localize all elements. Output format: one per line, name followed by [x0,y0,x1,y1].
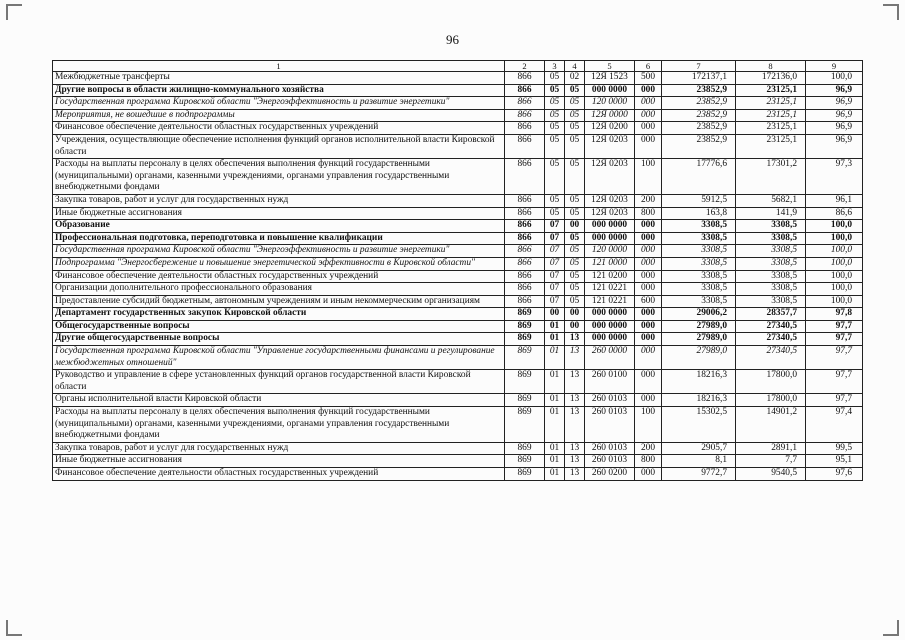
section-code-cell: 05 [545,122,565,135]
item-name-cell: Расходы на выплаты персоналу в целях обеспечения выполнения функций государственными (муниципальными) органами, казенными учреждениями, органами управления государственными внебюджетными фондами [53,159,505,195]
ministry-code-cell: 869 [505,320,545,333]
planned-amount-cell: 23852,9 [662,122,736,135]
ministry-code-cell: 866 [505,257,545,270]
table-row [53,220,863,233]
target-article-cell: 121 0221 [585,295,635,308]
ministry-code-cell: 866 [505,84,545,97]
section-code-cell: 05 [545,134,565,158]
ministry-code-cell: 869 [505,442,545,455]
ministry-code-cell: 866 [505,97,545,110]
item-name-cell: Государственная программа Кировской области "Управление государственными финансами и регулирование межбюджетных отношений" [53,346,505,370]
execution-percent-cell: 97,3 [806,159,863,195]
expense-type-cell: 500 [635,72,662,85]
planned-amount-cell: 9772,7 [662,468,736,481]
executed-amount-cell: 23125,1 [736,84,806,97]
item-name-cell: Иные бюджетные ассигнования [53,207,505,220]
subsection-code-cell: 05 [565,194,585,207]
section-code-cell: 01 [545,394,565,407]
execution-percent-cell: 96,9 [806,84,863,97]
executed-amount-cell: 5682,1 [736,194,806,207]
execution-percent-cell: 95,1 [806,455,863,468]
target-article-cell: 12Я 0203 [585,159,635,195]
executed-amount-cell: 3308,5 [736,295,806,308]
ministry-code-cell: 866 [505,270,545,283]
subsection-code-cell: 05 [565,245,585,258]
target-article-cell: 000 0000 [585,308,635,321]
subsection-code-cell: 13 [565,442,585,455]
ministry-code-cell: 866 [505,72,545,85]
header-cell: 3 [545,61,565,72]
executed-amount-cell: 28357,7 [736,308,806,321]
planned-amount-cell: 23852,9 [662,134,736,158]
ministry-code-cell: 866 [505,207,545,220]
item-name-cell: Образование [53,220,505,233]
executed-amount-cell: 23125,1 [736,109,806,122]
target-article-cell: 12Я 0203 [585,194,635,207]
table-header-row [53,61,863,72]
executed-amount-cell: 3308,5 [736,220,806,233]
section-code-cell: 01 [545,468,565,481]
item-name-cell: Органы исполнительной власти Кировской области [53,394,505,407]
expense-type-cell: 000 [635,308,662,321]
execution-percent-cell: 100,0 [806,270,863,283]
table-row [53,72,863,85]
execution-percent-cell: 99,5 [806,442,863,455]
header-cell: 6 [635,61,662,72]
ministry-code-cell: 866 [505,194,545,207]
subsection-code-cell: 13 [565,407,585,443]
expense-type-cell: 000 [635,245,662,258]
section-code-cell: 07 [545,220,565,233]
ministry-code-cell: 866 [505,220,545,233]
execution-percent-cell: 100,0 [806,283,863,296]
target-article-cell: 121 0221 [585,283,635,296]
expense-type-cell: 000 [635,134,662,158]
expense-type-cell: 000 [635,320,662,333]
expense-type-cell: 000 [635,370,662,394]
scan-corner-bottom-left [6,620,22,636]
executed-amount-cell: 3308,5 [736,270,806,283]
item-name-cell: Закупка товаров, работ и услуг для государственных нужд [53,194,505,207]
subsection-code-cell: 00 [565,308,585,321]
executed-amount-cell: 14901,2 [736,407,806,443]
expense-type-cell: 600 [635,295,662,308]
ministry-code-cell: 869 [505,468,545,481]
executed-amount-cell: 23125,1 [736,134,806,158]
subsection-code-cell: 13 [565,394,585,407]
item-name-cell: Расходы на выплаты персоналу в целях обеспечения выполнения функций государственными (муниципальными) органами, казенными учреждениями, органами управления государственными внебюджетными фондами [53,407,505,443]
header-cell: 9 [806,61,863,72]
expense-type-cell: 000 [635,84,662,97]
ministry-code-cell: 869 [505,394,545,407]
header-cell: 2 [505,61,545,72]
execution-percent-cell: 97,4 [806,407,863,443]
executed-amount-cell: 17800,0 [736,370,806,394]
planned-amount-cell: 17776,6 [662,159,736,195]
expense-type-cell: 000 [635,220,662,233]
subsection-code-cell: 00 [565,220,585,233]
planned-amount-cell: 3308,5 [662,283,736,296]
item-name-cell: Организации дополнительного профессионального образования [53,283,505,296]
expense-type-cell: 000 [635,346,662,370]
planned-amount-cell: 15302,5 [662,407,736,443]
executed-amount-cell: 3308,5 [736,283,806,296]
section-code-cell: 05 [545,207,565,220]
ministry-code-cell: 869 [505,407,545,443]
table-row [53,194,863,207]
target-article-cell: 120 0000 [585,245,635,258]
section-code-cell: 05 [545,194,565,207]
subsection-code-cell: 13 [565,333,585,346]
subsection-code-cell: 05 [565,257,585,270]
planned-amount-cell: 29006,2 [662,308,736,321]
header-cell: 1 [53,61,505,72]
target-article-cell: 12Я 1523 [585,72,635,85]
executed-amount-cell: 17800,0 [736,394,806,407]
planned-amount-cell: 3308,5 [662,270,736,283]
header-cell: 4 [565,61,585,72]
expense-type-cell: 100 [635,407,662,443]
table-row [53,122,863,135]
item-name-cell: Мероприятия, не вошедшие в подпрограммы [53,109,505,122]
section-code-cell: 01 [545,370,565,394]
subsection-code-cell: 13 [565,370,585,394]
item-name-cell: Профессиональная подготовка, переподготовка и повышение квалификации [53,232,505,245]
target-article-cell: 000 0000 [585,232,635,245]
execution-percent-cell: 86,6 [806,207,863,220]
section-code-cell: 00 [545,308,565,321]
page-number: 96 [446,32,459,47]
table-row [53,257,863,270]
expense-type-cell: 000 [635,394,662,407]
table-row [53,394,863,407]
table-row [53,333,863,346]
item-name-cell: Финансовое обеспечение деятельности областных государственных учреждений [53,122,505,135]
section-code-cell: 05 [545,72,565,85]
planned-amount-cell: 27989,0 [662,333,736,346]
table-row [53,370,863,394]
section-code-cell: 05 [545,84,565,97]
ministry-code-cell: 866 [505,232,545,245]
execution-percent-cell: 97,7 [806,394,863,407]
section-code-cell: 05 [545,109,565,122]
expense-type-cell: 000 [635,97,662,110]
expense-type-cell: 800 [635,207,662,220]
execution-percent-cell: 100,0 [806,245,863,258]
planned-amount-cell: 8,1 [662,455,736,468]
execution-percent-cell: 97,7 [806,346,863,370]
item-name-cell: Иные бюджетные ассигнования [53,455,505,468]
execution-percent-cell: 96,9 [806,122,863,135]
expense-type-cell: 000 [635,270,662,283]
header-cell: 8 [736,61,806,72]
table-row [53,97,863,110]
execution-percent-cell: 97,6 [806,468,863,481]
table-row [53,232,863,245]
expense-type-cell: 000 [635,109,662,122]
item-name-cell: Государственная программа Кировской области "Энергоэффективность и развитие энергетики" [53,97,505,110]
execution-percent-cell: 96,9 [806,109,863,122]
item-name-cell: Другие общегосударственные вопросы [53,333,505,346]
subsection-code-cell: 05 [565,122,585,135]
execution-percent-cell: 100,0 [806,257,863,270]
subsection-code-cell: 13 [565,468,585,481]
planned-amount-cell: 3308,5 [662,245,736,258]
target-article-cell: 000 0000 [585,320,635,333]
planned-amount-cell: 3308,5 [662,295,736,308]
expense-type-cell: 000 [635,122,662,135]
executed-amount-cell: 3308,5 [736,232,806,245]
item-name-cell: Учреждения, осуществляющие обеспечение исполнения функций органов исполнительной власти Кировской области [53,134,505,158]
table-row [53,245,863,258]
target-article-cell: 260 0200 [585,468,635,481]
subsection-code-cell: 05 [565,109,585,122]
executed-amount-cell: 27340,5 [736,346,806,370]
subsection-code-cell: 05 [565,84,585,97]
header-cell: 7 [662,61,736,72]
target-article-cell: 000 0000 [585,220,635,233]
target-article-cell: 120 0000 [585,97,635,110]
subsection-code-cell: 05 [565,295,585,308]
subsection-code-cell: 05 [565,134,585,158]
ministry-code-cell: 866 [505,109,545,122]
target-article-cell: 12Я 0200 [585,122,635,135]
executed-amount-cell: 27340,5 [736,320,806,333]
item-name-cell: Межбюджетные трансферты [53,72,505,85]
execution-percent-cell: 96,1 [806,194,863,207]
item-name-cell: Департамент государственных закупок Кировской области [53,308,505,321]
table-row [53,134,863,158]
subsection-code-cell: 05 [565,207,585,220]
expense-type-cell: 800 [635,455,662,468]
executed-amount-cell: 23125,1 [736,97,806,110]
ministry-code-cell: 866 [505,245,545,258]
expense-type-cell: 000 [635,257,662,270]
subsection-code-cell: 05 [565,97,585,110]
subsection-code-cell: 05 [565,283,585,296]
table-row [53,442,863,455]
section-code-cell: 01 [545,346,565,370]
item-name-cell: Общегосударственные вопросы [53,320,505,333]
target-article-cell: 12Я 0000 [585,109,635,122]
executed-amount-cell: 9540,5 [736,468,806,481]
ministry-code-cell: 866 [505,283,545,296]
target-article-cell: 260 0103 [585,407,635,443]
planned-amount-cell: 3308,5 [662,257,736,270]
ministry-code-cell: 869 [505,455,545,468]
planned-amount-cell: 172137,1 [662,72,736,85]
planned-amount-cell: 163,8 [662,207,736,220]
execution-percent-cell: 97,7 [806,370,863,394]
planned-amount-cell: 2905,7 [662,442,736,455]
section-code-cell: 05 [545,159,565,195]
section-code-cell: 05 [545,97,565,110]
section-code-cell: 01 [545,442,565,455]
execution-percent-cell: 100,0 [806,232,863,245]
executed-amount-cell: 3308,5 [736,245,806,258]
subsection-code-cell: 05 [565,270,585,283]
target-article-cell: 260 0103 [585,455,635,468]
section-code-cell: 07 [545,295,565,308]
target-article-cell: 12Я 0203 [585,134,635,158]
section-code-cell: 01 [545,333,565,346]
item-name-cell: Закупка товаров, работ и услуг для государственных нужд [53,442,505,455]
subsection-code-cell: 05 [565,232,585,245]
execution-percent-cell: 100,0 [806,220,863,233]
ministry-code-cell: 869 [505,346,545,370]
planned-amount-cell: 23852,9 [662,109,736,122]
section-code-cell: 01 [545,320,565,333]
planned-amount-cell: 3308,5 [662,232,736,245]
ministry-code-cell: 866 [505,122,545,135]
execution-percent-cell: 97,7 [806,320,863,333]
target-article-cell: 260 0000 [585,346,635,370]
expense-type-cell: 000 [635,232,662,245]
ministry-code-cell: 869 [505,333,545,346]
planned-amount-cell: 27989,0 [662,320,736,333]
expense-type-cell: 100 [635,159,662,195]
execution-percent-cell: 97,7 [806,333,863,346]
section-code-cell: 07 [545,283,565,296]
scan-corner-bottom-right [883,620,899,636]
section-code-cell: 01 [545,455,565,468]
item-name-cell: Государственная программа Кировской области "Энергоэффективность и развитие энергетики" [53,245,505,258]
executed-amount-cell: 2891,1 [736,442,806,455]
planned-amount-cell: 23852,9 [662,97,736,110]
table-row [53,407,863,443]
section-code-cell: 07 [545,245,565,258]
table-row [53,283,863,296]
executed-amount-cell: 23125,1 [736,122,806,135]
expense-type-cell: 000 [635,333,662,346]
table-row [53,270,863,283]
table-row [53,455,863,468]
table-row [53,468,863,481]
target-article-cell: 12Я 0203 [585,207,635,220]
table-row [53,207,863,220]
table-row [53,109,863,122]
executed-amount-cell: 3308,5 [736,257,806,270]
section-code-cell: 07 [545,270,565,283]
executed-amount-cell: 17301,2 [736,159,806,195]
table-row [53,320,863,333]
table-row [53,308,863,321]
section-code-cell: 07 [545,257,565,270]
planned-amount-cell: 23852,9 [662,84,736,97]
target-article-cell: 260 0103 [585,394,635,407]
planned-amount-cell: 3308,5 [662,220,736,233]
subsection-code-cell: 00 [565,320,585,333]
table-row [53,346,863,370]
budget-table [52,60,863,481]
expense-type-cell: 000 [635,283,662,296]
target-article-cell: 000 0000 [585,333,635,346]
table-row [53,84,863,97]
target-article-cell: 121 0000 [585,257,635,270]
item-name-cell: Предоставление субсидий бюджетным, автономным учреждениям и иным некоммерческим организациям [53,295,505,308]
planned-amount-cell: 18216,3 [662,394,736,407]
execution-percent-cell: 96,9 [806,134,863,158]
table-row [53,159,863,195]
execution-percent-cell: 96,9 [806,97,863,110]
executed-amount-cell: 7,7 [736,455,806,468]
item-name-cell: Финансовое обеспечение деятельности областных государственных учреждений [53,468,505,481]
execution-percent-cell: 100,0 [806,295,863,308]
subsection-code-cell: 13 [565,346,585,370]
item-name-cell: Другие вопросы в области жилищно-коммунального хозяйства [53,84,505,97]
subsection-code-cell: 13 [565,455,585,468]
expense-type-cell: 200 [635,442,662,455]
target-article-cell: 000 0000 [585,84,635,97]
section-code-cell: 01 [545,407,565,443]
planned-amount-cell: 27989,0 [662,346,736,370]
target-article-cell: 260 0103 [585,442,635,455]
executed-amount-cell: 27340,5 [736,333,806,346]
ministry-code-cell: 869 [505,308,545,321]
ministry-code-cell: 866 [505,295,545,308]
subsection-code-cell: 05 [565,159,585,195]
ministry-code-cell: 866 [505,159,545,195]
expense-type-cell: 000 [635,468,662,481]
scan-corner-top-left [6,4,22,20]
executed-amount-cell: 172136,0 [736,72,806,85]
scan-corner-top-right [883,4,899,20]
execution-percent-cell: 100,0 [806,72,863,85]
item-name-cell: Финансовое обеспечение деятельности областных государственных учреждений [53,270,505,283]
execution-percent-cell: 97,8 [806,308,863,321]
item-name-cell: Подпрограмма "Энергосбережение и повышение энергетической эффективности в Кировской области" [53,257,505,270]
item-name-cell: Руководство и управление в сфере установленных функций органов государственной власти Кировской области [53,370,505,394]
ministry-code-cell: 869 [505,370,545,394]
section-code-cell: 07 [545,232,565,245]
ministry-code-cell: 866 [505,134,545,158]
planned-amount-cell: 5912,5 [662,194,736,207]
executed-amount-cell: 141,9 [736,207,806,220]
target-article-cell: 260 0100 [585,370,635,394]
table-row [53,295,863,308]
expense-type-cell: 200 [635,194,662,207]
subsection-code-cell: 02 [565,72,585,85]
header-cell: 5 [585,61,635,72]
target-article-cell: 121 0200 [585,270,635,283]
planned-amount-cell: 18216,3 [662,370,736,394]
